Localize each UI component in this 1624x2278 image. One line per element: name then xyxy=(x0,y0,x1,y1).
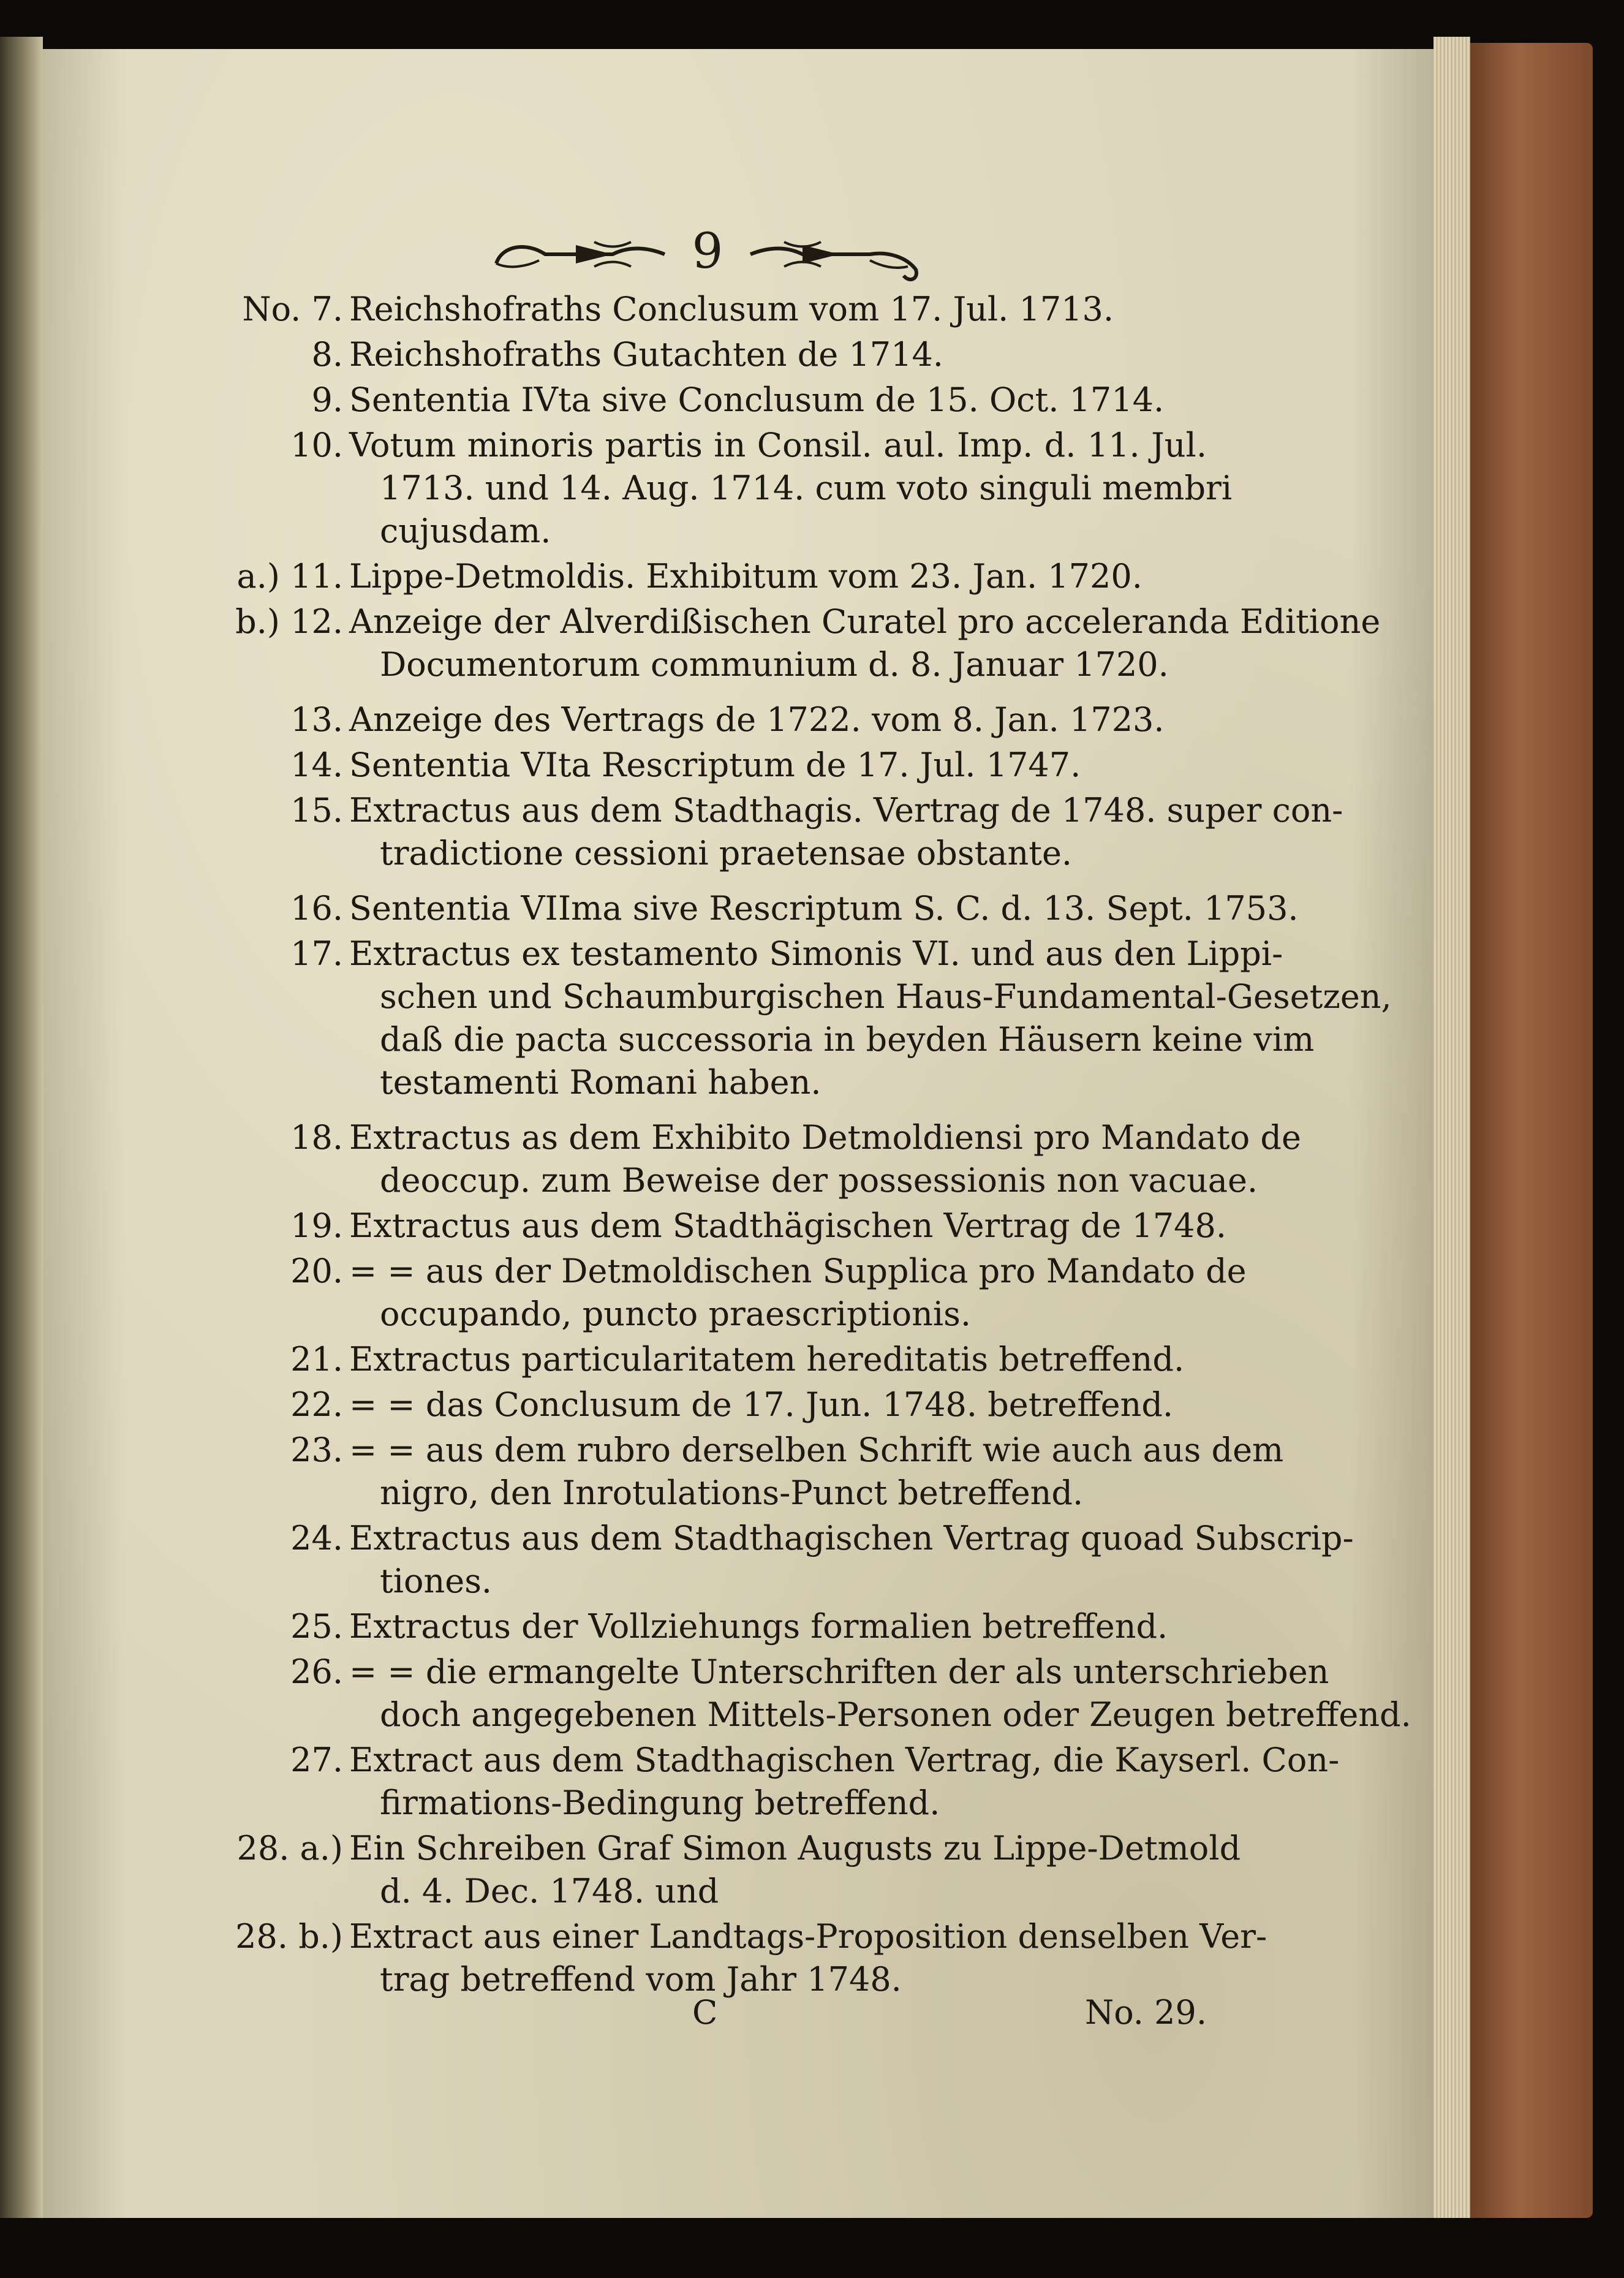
item-line: Reichshofraths Conclusum vom 17. Jul. 1713. xyxy=(349,290,1114,328)
list-item xyxy=(202,789,1343,875)
item-number: 21. xyxy=(290,1340,343,1379)
item-line: Sententia VIta Rescriptum de 17. Jul. 1747. xyxy=(349,746,1081,784)
item-number: 13. xyxy=(290,700,343,739)
item-number: 25. xyxy=(290,1607,343,1646)
list-item xyxy=(202,744,1207,787)
item-line: deoccup. zum Beweise der possessionis non vacuae. xyxy=(380,1161,1258,1200)
item-line: Sententia VIIma sive Rescriptum S. C. d. 13. Sept. 1753. xyxy=(349,889,1299,928)
list-item xyxy=(202,1205,1227,1247)
item-line: Sententia IVta sive Conclusum de 15. Oct. 1714. xyxy=(349,380,1165,419)
item-line: Anzeige der Alverdißischen Curatel pro acceleranda Editione xyxy=(349,602,1381,641)
item-number: 10. xyxy=(290,426,343,464)
list-item xyxy=(202,1651,1411,1736)
item-line: schen und Schaumburgischen Haus-Fundamental-Gesetzen, xyxy=(380,977,1392,1016)
book-cover xyxy=(1470,43,1593,2218)
left-ornament-icon xyxy=(490,233,668,276)
item-line: Extractus der Vollziehungs formalien betreffend. xyxy=(349,1607,1168,1646)
item-number: 28. b.) xyxy=(235,1917,343,1956)
signature-mark: C xyxy=(692,1993,718,2032)
item-line: Extractus ex testamento Simonis VI. und aus den Lippi- xyxy=(349,934,1283,973)
list-item xyxy=(202,933,1392,1104)
list-item xyxy=(202,698,1207,741)
item-line: 1713. und 14. Aug. 1714. cum voto singuli membri xyxy=(380,469,1233,507)
item-number: 22. xyxy=(290,1385,343,1424)
list-item xyxy=(202,1605,1207,1648)
item-line: Documentorum communium d. 8. Januar 1720. xyxy=(380,645,1169,684)
item-number: 20. xyxy=(290,1252,343,1290)
item-line: Votum minoris partis in Consil. aul. Imp. d. 11. Jul. xyxy=(349,426,1207,464)
page-number: 9 xyxy=(692,222,723,279)
item-line: Extract aus einer Landtags-Proposition denselben Ver- xyxy=(349,1917,1267,1956)
item-number: 15. xyxy=(290,791,343,830)
list-item xyxy=(202,1116,1301,1202)
item-number: 17. xyxy=(290,934,343,973)
item-line: Reichshofraths Gutachten de 1714. xyxy=(349,335,943,374)
list-item xyxy=(202,1383,1207,1426)
list-item xyxy=(202,1250,1247,1336)
binding-gutter xyxy=(0,37,43,2218)
list-item xyxy=(202,1517,1354,1603)
item-number: a.) 11. xyxy=(236,557,343,596)
item-line: = = die ermangelte Unterschriften der als unterschrieben xyxy=(349,1652,1329,1691)
item-line: Extractus as dem Exhibito Detmoldiensi pro Mandato de xyxy=(349,1118,1301,1157)
item-number: 9. xyxy=(311,380,343,419)
item-number: 14. xyxy=(290,746,343,784)
item-line: testamenti Romani haben. xyxy=(380,1063,821,1102)
item-line: doch angegebenen Mittels-Personen oder Zeugen betreffend. xyxy=(380,1695,1411,1734)
item-line: Extractus aus dem Stadthägischen Vertrag de 1748. xyxy=(349,1206,1227,1245)
page-fore-edge xyxy=(1433,37,1470,2218)
item-line: d. 4. Dec. 1748. und xyxy=(380,1872,719,1910)
item-number: b.) 12. xyxy=(235,602,343,641)
catchword: No. 29. xyxy=(1084,1993,1207,2032)
right-ornament-icon xyxy=(747,233,925,288)
item-line: Extractus particularitatem hereditatis betreffend. xyxy=(349,1340,1185,1379)
item-line: Extractus aus dem Stadthagischen Vertrag quoad Subscrip- xyxy=(349,1519,1354,1557)
item-line: Anzeige des Vertrags de 1722. vom 8. Jan. 1723. xyxy=(349,700,1165,739)
list-item xyxy=(202,600,1381,686)
item-number: 18. xyxy=(290,1118,343,1157)
item-line: Lippe-Detmoldis. Exhibitum vom 23. Jan. 1720. xyxy=(349,557,1142,596)
list-item xyxy=(202,1827,1241,1913)
item-line: cujusdam. xyxy=(380,512,551,550)
item-number: 19. xyxy=(290,1206,343,1245)
item-number: 28. a.) xyxy=(236,1829,343,1867)
item-line: tradictione cessioni praetensae obstante. xyxy=(380,834,1073,872)
item-line: occupando, puncto praescriptionis. xyxy=(380,1295,972,1333)
item-line: firmations-Bedingung betreffend. xyxy=(380,1784,940,1822)
item-number: 26. xyxy=(290,1652,343,1691)
item-line: nigro, den Inrotulations-Punct betreffend. xyxy=(380,1474,1084,1512)
list-item xyxy=(202,288,1207,331)
item-line: trag betreffend vom Jahr 1748. xyxy=(380,1960,902,1999)
list-item xyxy=(202,333,1207,376)
list-item xyxy=(202,424,1233,553)
list-item xyxy=(202,379,1207,422)
list-item xyxy=(202,1338,1207,1381)
item-line: tiones. xyxy=(380,1562,493,1600)
item-number: 8. xyxy=(311,335,343,374)
item-line: Extract aus dem Stadthagischen Vertrag, die Kayserl. Con- xyxy=(349,1741,1340,1779)
list-item xyxy=(202,887,1299,930)
list-item xyxy=(202,1739,1340,1825)
list-item xyxy=(202,555,1207,598)
item-number: 24. xyxy=(290,1519,343,1557)
page-footer xyxy=(202,1988,1207,2037)
item-line: = = aus dem rubro derselben Schrift wie auch aus dem xyxy=(349,1431,1284,1469)
item-line: Extractus aus dem Stadthagis. Vertrag de 1748. super con- xyxy=(349,791,1343,830)
item-line: = = das Conclusum de 17. Jun. 1748. betreffend. xyxy=(349,1385,1174,1424)
item-number: 27. xyxy=(290,1741,343,1779)
item-number: No. 7. xyxy=(242,290,343,328)
item-number: 16. xyxy=(290,889,343,928)
item-line: = = aus der Detmoldischen Supplica pro Mandato de xyxy=(349,1252,1247,1290)
item-line: daß die pacta successoria in beyden Häusern keine vim xyxy=(380,1020,1315,1059)
item-line: Ein Schreiben Graf Simon Augusts zu Lippe-Detmold xyxy=(349,1829,1241,1867)
list-item xyxy=(202,1429,1284,1515)
document-list xyxy=(202,288,1411,2004)
item-number: 23. xyxy=(290,1431,343,1469)
page-header xyxy=(490,221,919,288)
